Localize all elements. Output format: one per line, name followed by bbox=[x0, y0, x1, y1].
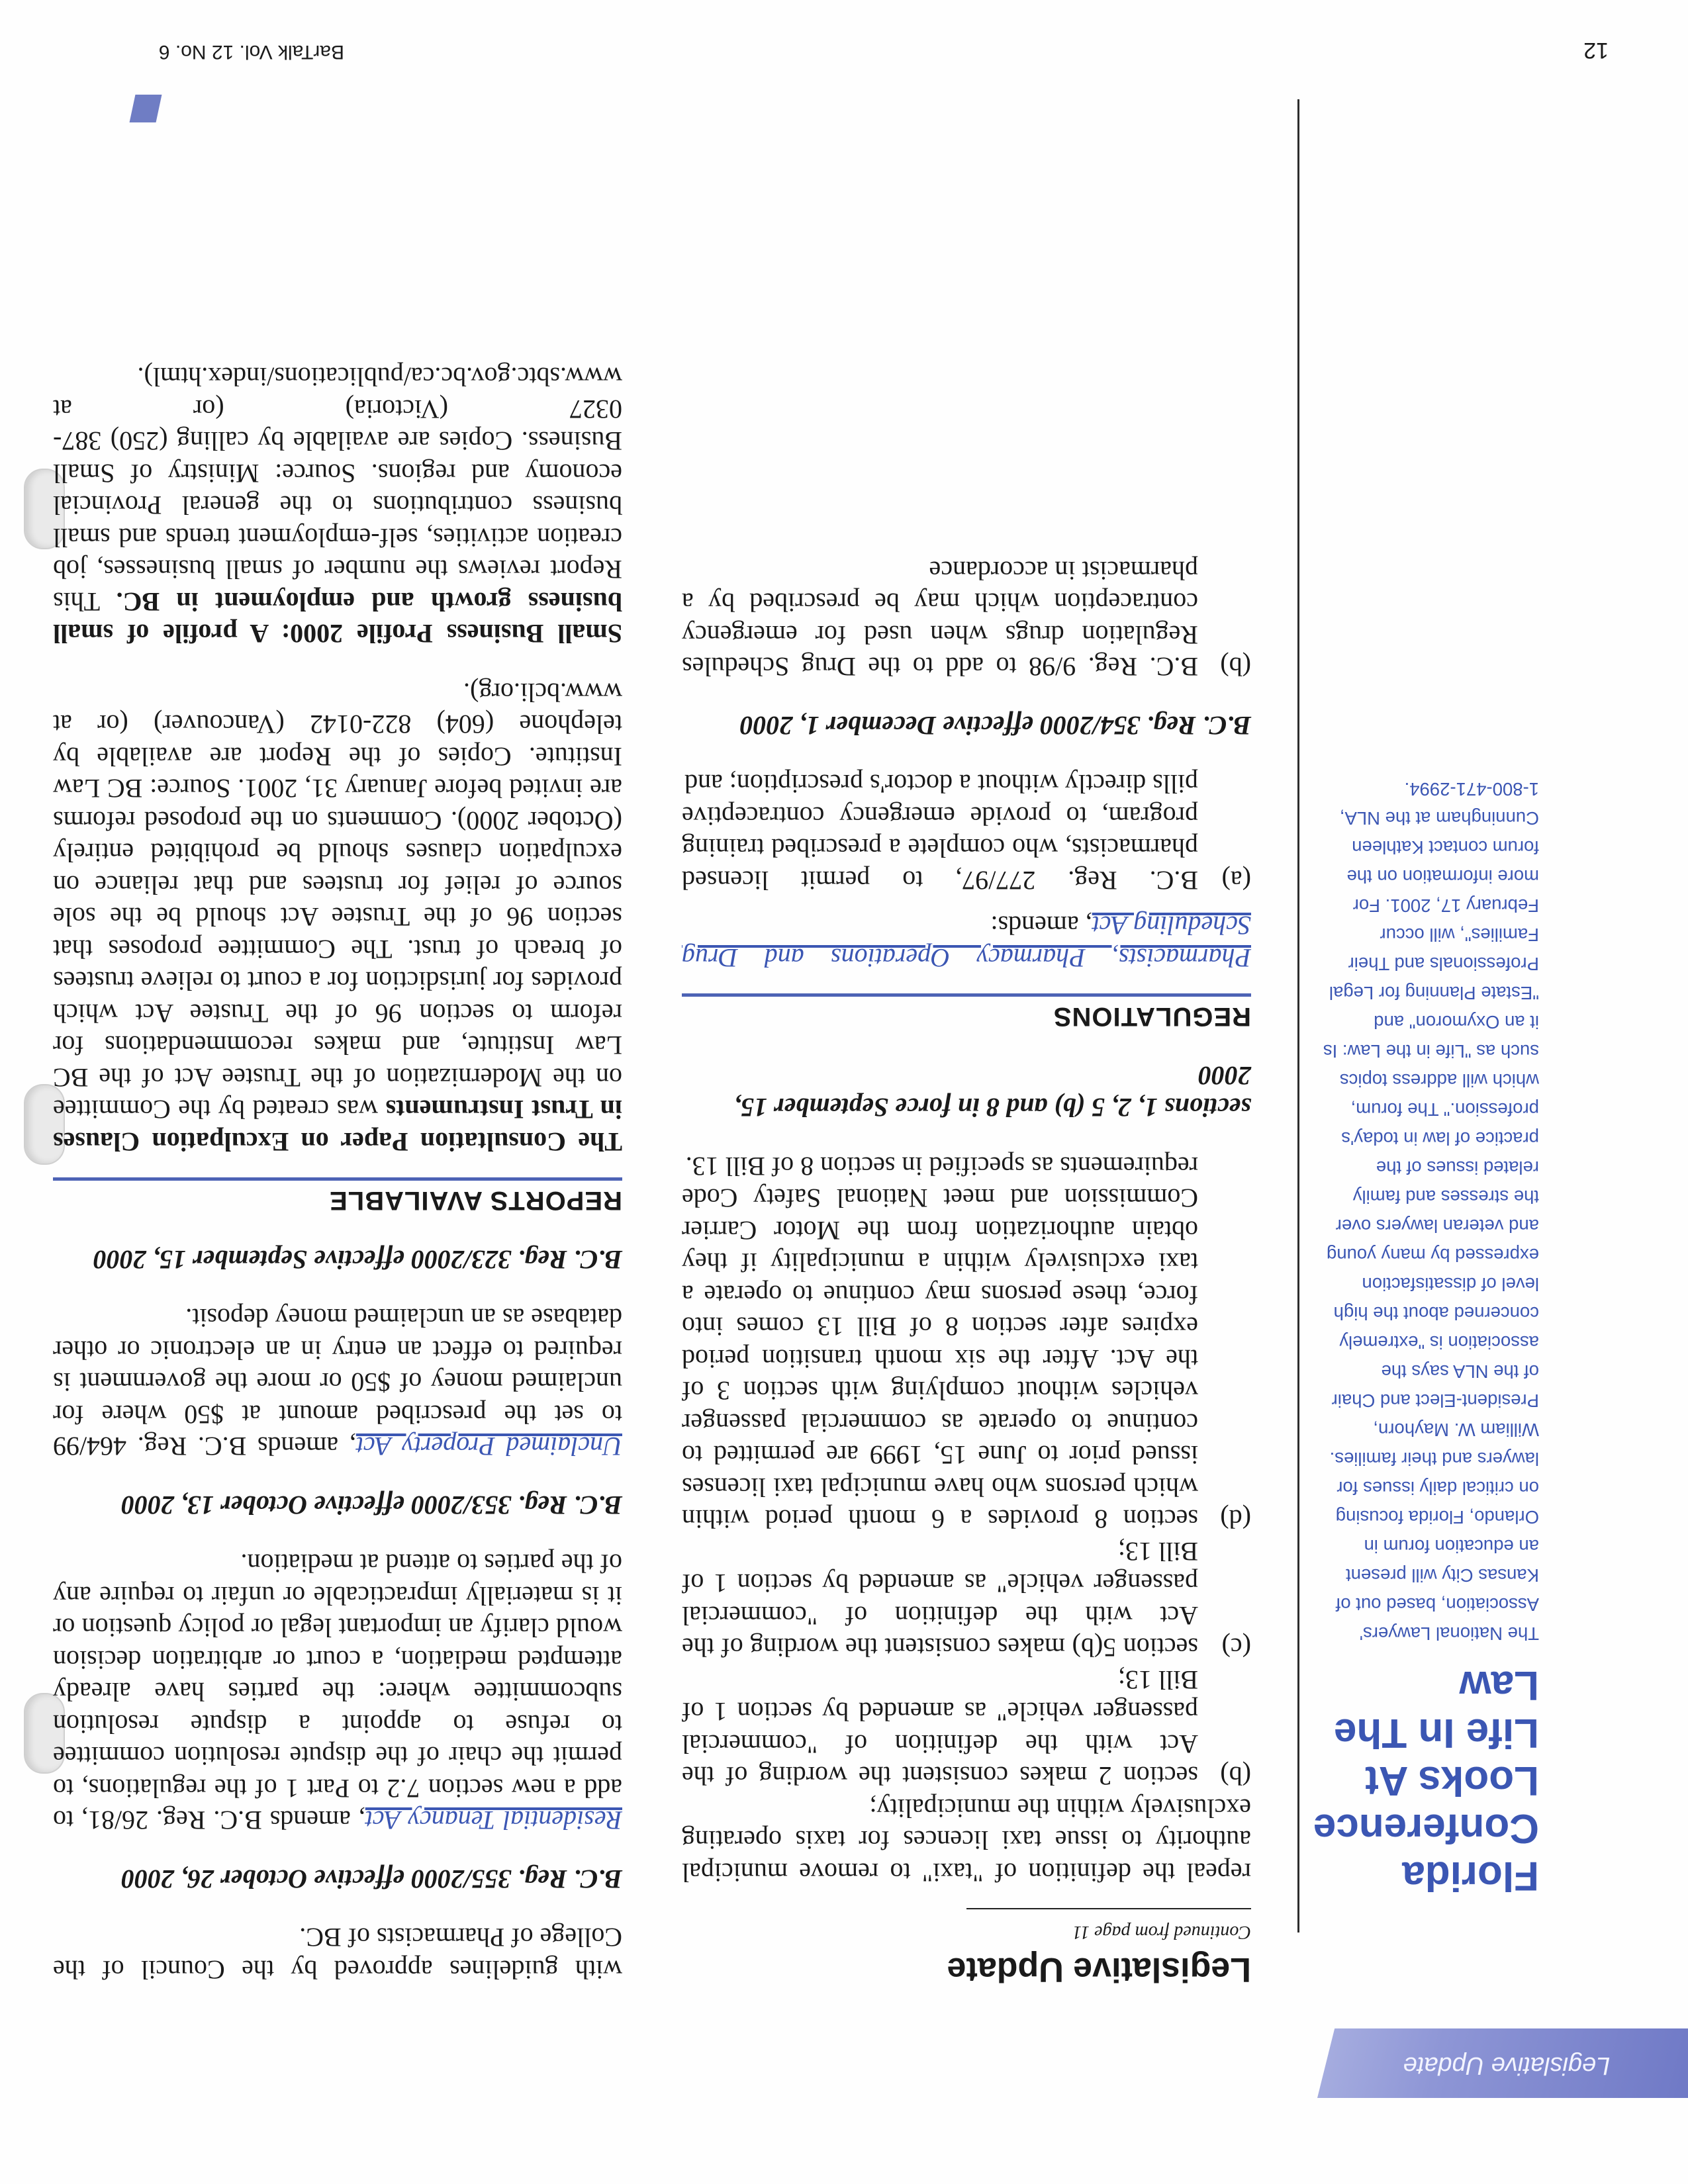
item-text: B.C. Reg. 277/97, to permit licensed pharmacists, who complete a prescribed training program, to provide emergency contraceptive pills directly without a doctor's prescription; and bbox=[682, 769, 1198, 895]
report-text: This Report reviews the number of small businesses, job creation activities, self-employment trends and small business contributions to the general Provincial economy and regions. Source: Ministry of Small Business. Copies are available by calling (250) 387-0327 (Victoria) (or at www.sbtc.gov.bc.ca/publications/index.html). bbox=[52, 362, 622, 617]
act-title: Unclaimed Property Act bbox=[355, 1432, 622, 1462]
issue-label: BarTalk Vol. 12 No. 6 bbox=[158, 41, 344, 63]
report-title: Small Business Profile 2000: A profile of small business growth and employment in BC. bbox=[53, 587, 622, 649]
column-right bbox=[53, 361, 622, 1985]
list-item bbox=[682, 768, 1251, 896]
report-paragraph bbox=[53, 676, 622, 1158]
regulation-citation: B.C. Reg. 354/2000 effective December 1, 2000 bbox=[739, 711, 1251, 741]
rta-paragraph bbox=[53, 1547, 622, 1837]
act-amends: , amends: bbox=[990, 911, 1092, 941]
item-label: (b) bbox=[1220, 652, 1251, 682]
item-text: section 8 provides a 6 month period within which persons who have municipal taxi licenses issued prior to June 15, 1999 are permitted to continue to operate as commercial passenger vehicles without complying with section 3 of the Act. After the six month transition period expires after section 8 of Bill 13 comes into force, these persons may continue to operate a taxi exclusively within a municipality if they obtain authorization from the Motor Carrier Commission and meet National Safety Code requirements as specified in section 8 of Bill 13. bbox=[682, 1152, 1198, 1535]
bill-items bbox=[682, 1150, 1251, 1792]
upa-paragraph bbox=[53, 1302, 622, 1463]
column-left bbox=[682, 555, 1251, 1989]
list-item bbox=[682, 1535, 1251, 1664]
reports-heading: REPORTS AVAILABLE bbox=[329, 1186, 622, 1216]
sidebar-body: The National Lawyers' Association, based out of Kansas City will present an education forum in Orlando, Florida focusing on critical daily issues for lawyers and their families. William W. Mayhorn, President-Elect and Chair of the NLA says the association is "extremely concerned about the high level of dissatisfaction expressed by many young and veteran lawyers over the stresses and family related issues of the practice of law in today's profession." The forum, which will address topics such as "Life in the Law: Is it an Oxymoron" and "Estate Planning for Legal Professionals and Their Families", will occur February 17, 2001. For more information on the forum contact Kathleen Cunningham at the NLA, 1-800-471-2994. bbox=[1323, 779, 1539, 1644]
intro-paragraph: repeal the definition of "taxi" to remove municipal authority to issue taxi licences for taxis operating exclusively within the municipality; bbox=[682, 1794, 1251, 1888]
item-text: section 5(b) makes consistent the wording of the Act with the definition of "commercial passenger vehicle" as amended by section 1 of Bill 13; bbox=[682, 1537, 1198, 1663]
item-label: (c) bbox=[1221, 1633, 1251, 1663]
item-text: section 2 makes consistent the wording of the Act with the definition of "commercial passenger vehicle" as amended by section 1 of Bill 13; bbox=[682, 1665, 1198, 1792]
lead-paragraph: with guidelines approved by the Council of the College of Pharmacists of BC. bbox=[53, 1923, 622, 1985]
heading-rule bbox=[53, 1177, 622, 1181]
corner-mark bbox=[130, 95, 162, 122]
continued-note: Continued from page 11 bbox=[966, 1908, 1251, 1948]
rta-text: , amends B.C. Reg. 26/81, to add a new section 7.2 to Part 1 of the regulations, to permit the chair of the dispute resolution committee to refuse to appoint a dispute resolution subcommittee where: the parties have already attempted mediation, a court or arbitration decision would clarify an important legal or policy question or it is materially impracticable or unfair to require any of the parties to attend at mediation. bbox=[52, 1549, 622, 1836]
section-tab-label: Legislative Update bbox=[1403, 2052, 1611, 2079]
pharm-paragraph bbox=[682, 909, 1251, 974]
sidebar-title: Florida Conference Looks At Life In The Law bbox=[1313, 1662, 1539, 1899]
report-title: The Consultation Paper on Exculpation Clauses in Trust Instruments bbox=[53, 1095, 622, 1157]
item-label: (d) bbox=[1220, 1504, 1251, 1535]
list-item bbox=[682, 1664, 1251, 1792]
page-heading: Legislative Update bbox=[947, 1950, 1251, 1989]
list-item bbox=[682, 555, 1251, 683]
upa-text: , amends B.C. Reg. 464/99 to set the prescribed amount at $50 where for unclaimed money of $50 or more the government is required to effect an entry in an electronic or other database as an unclaimed money deposit. bbox=[52, 1303, 622, 1462]
item-label: (b) bbox=[1220, 1761, 1251, 1792]
page-number: 12 bbox=[1583, 38, 1609, 63]
heading-rule bbox=[682, 993, 1251, 997]
item-text: B.C. Reg. 9/98 to add to the Drug Schedules Regulation drugs when used for emergency contraception which may be prescribed by a pharmacist in accordance bbox=[682, 556, 1198, 682]
report-paragraph bbox=[53, 361, 622, 650]
regulation-citation: B.C. Reg. 323/2000 effective September 15, 2000 bbox=[93, 1245, 622, 1275]
list-item bbox=[682, 1150, 1251, 1535]
regulation-citation: B.C. Reg. 355/2000 effective October 26, 2000 bbox=[121, 1864, 622, 1894]
act-title: Residential Tenancy Act bbox=[365, 1805, 622, 1836]
regulation-citation: B.C. Reg. 353/2000 effective October 13, 2000 bbox=[121, 1490, 622, 1520]
regulations-heading: REGULATIONS bbox=[1053, 1002, 1251, 1032]
item-label: (a) bbox=[1221, 866, 1251, 895]
in-force-note: sections 1, 2, 5 (b) and 8 in force September 15, 2000 bbox=[733, 1061, 1251, 1123]
sidebar bbox=[1313, 774, 1539, 1899]
column-divider bbox=[1297, 99, 1299, 1933]
act-title: Pharmacists, Pharmacy Operations and Drug Scheduling Act bbox=[682, 911, 1251, 973]
section-tab bbox=[1317, 2028, 1688, 2098]
report-text: was created by the Committee on the Modernization of the Trustee Act of the BC Law Institute, and makes recommendations for reform to section 96 of the Trustee Act which provides for jurisdiction for a court to relieve trustees of breach of trust. The Committee proposes that section 96 of the Trustee Act should be the sole source of relief for trustees and that reliance on exculpation clauses should be prohibited entirely (October 2000). Comments on the proposed reforms are invited before January 31, 2001. Source: BC Law Institute. Copies of the Report are available by telephone (604) 822-0142 (Vancouver) (or at www.bcli.org). bbox=[52, 678, 622, 1125]
